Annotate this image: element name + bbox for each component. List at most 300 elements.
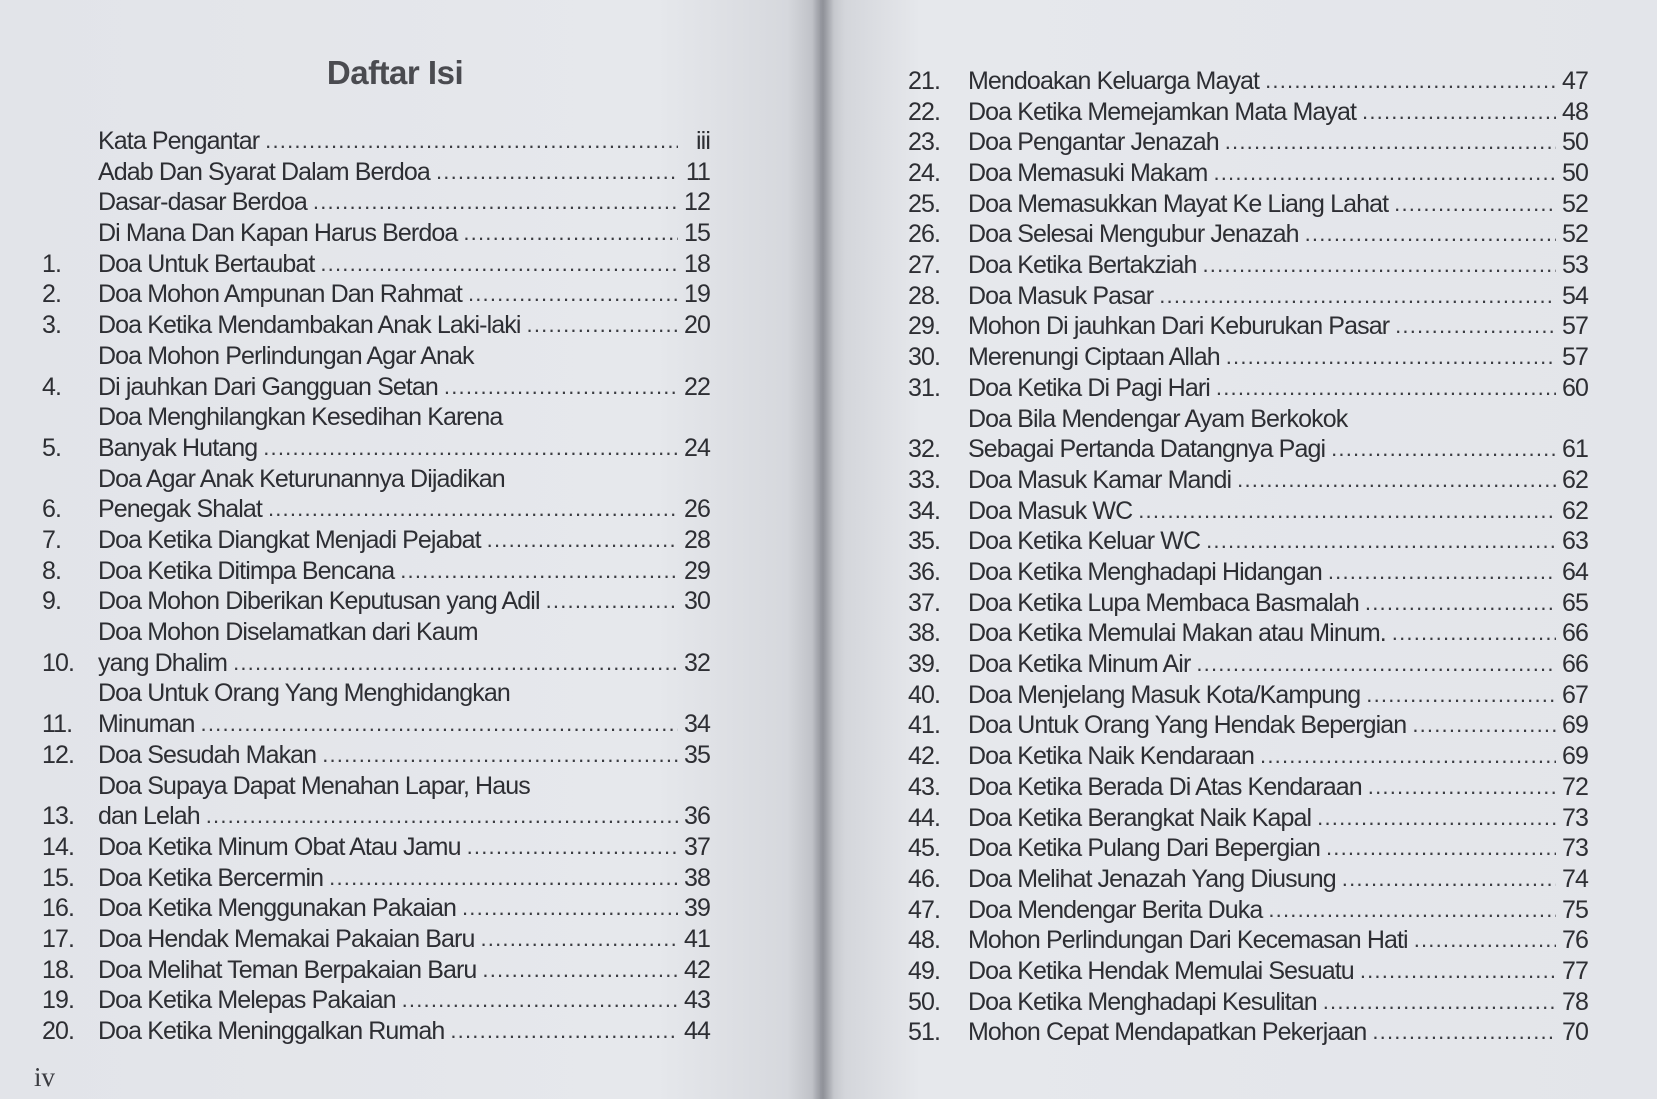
- toc-entry-title: Doa Ketika Mendambakan Anak Laki-laki: [98, 311, 521, 340]
- toc-entry-title: Di Mana Dan Kapan Harus Berdoa: [98, 219, 458, 248]
- toc-entry-page: 72: [1561, 772, 1588, 801]
- toc-entry-page: 39: [683, 894, 710, 923]
- toc-entry: [42, 464, 710, 525]
- toc-entry-number: 16.: [42, 894, 75, 923]
- dot-leader: [1323, 987, 1556, 1018]
- toc-entry-last-line: [98, 955, 710, 986]
- toc-entry-text: [968, 1017, 1588, 1048]
- toc-entry: [42, 341, 710, 402]
- toc-entry-last-line: [98, 586, 710, 617]
- toc-entry-title: Doa Ketika Berada Di Atas Kendaraan: [968, 772, 1362, 801]
- dot-leader: [233, 648, 678, 679]
- toc-entry-title: Banyak Hutang: [98, 433, 258, 462]
- toc-entry-title: Doa Untuk Orang Yang Hendak Bepergian: [968, 711, 1407, 740]
- toc-entry-number: 45.: [908, 834, 941, 863]
- dot-leader: [463, 218, 678, 249]
- toc-entry-title: Adab Dan Syarat Dalam Berdoa: [98, 157, 430, 186]
- dot-leader: [1225, 127, 1556, 158]
- toc-entry-page: 65: [1561, 588, 1588, 617]
- toc-entry-last-line: [968, 864, 1588, 895]
- toc-entry-last-line: [968, 127, 1588, 158]
- toc-entry-page: 64: [1561, 558, 1588, 586]
- toc-entry: [42, 126, 710, 157]
- toc-entry-text: [98, 157, 710, 188]
- toc-entry-title: Doa Selesai Mengubur Jenazah: [968, 220, 1299, 249]
- toc-entry-page: 43: [683, 986, 710, 1015]
- toc-entry-page: 73: [1561, 834, 1588, 863]
- toc-entry-number: 2.: [42, 280, 62, 309]
- toc-entry-page: 15: [683, 219, 710, 248]
- toc-entry: [908, 189, 1588, 220]
- toc-entry: [42, 402, 710, 463]
- toc-entry-title: Doa Ketika Berangkat Naik Kapal: [968, 803, 1312, 832]
- dot-leader: [1138, 496, 1556, 527]
- toc-entry-last-line: [98, 187, 710, 218]
- dot-leader: [1365, 588, 1556, 619]
- toc-entry-text: [98, 218, 710, 249]
- toc-entry-text: [968, 741, 1588, 772]
- dot-leader: [1305, 219, 1556, 250]
- toc-entry-page: 20: [683, 311, 710, 340]
- toc-entry: [42, 218, 710, 249]
- toc-entry-number: 26.: [908, 220, 941, 249]
- toc-entry-page: 12: [683, 188, 710, 217]
- toc-entry: [908, 680, 1588, 711]
- toc-entry-number: 15.: [42, 863, 75, 892]
- toc-entry-title: yang Dhalim: [98, 648, 228, 677]
- toc-entry-title: Doa Ketika Menggunakan Pakaian: [98, 894, 456, 923]
- toc-entry-text: [968, 526, 1588, 557]
- toc-entry-title: Doa Ketika Ditimpa Bencana: [98, 556, 395, 585]
- toc-entry-number: 7.: [42, 525, 62, 554]
- toc-entry-last-line: [968, 803, 1588, 834]
- toc-entry-page: 54: [1561, 281, 1588, 310]
- toc-entry: [42, 279, 710, 310]
- toc-entry-number: 42.: [908, 742, 941, 771]
- toc-entry-last-line: [968, 66, 1588, 97]
- toc-entry-title: Doa Hendak Memakai Pakaian Baru: [98, 924, 475, 953]
- toc-entry: [908, 1017, 1588, 1048]
- toc-entry-title: Sebagai Pertanda Datangnya Pagi: [968, 435, 1326, 464]
- toc-entry: [908, 895, 1588, 926]
- toc-entry-page: 52: [1561, 220, 1588, 249]
- toc-entry-text: [968, 281, 1588, 312]
- toc-entry-last-line: [968, 496, 1588, 527]
- toc-entry-text: [98, 678, 710, 739]
- toc-entry: [908, 97, 1588, 128]
- toc-entry-number: 34.: [908, 496, 941, 525]
- toc-entry-number: 47.: [908, 895, 941, 924]
- toc-entry-text: [968, 404, 1588, 465]
- toc-entry-number: 17.: [42, 924, 75, 953]
- toc-entry-page: 34: [683, 710, 710, 739]
- toc-entry-title-line: Doa Mohon Diselamatkan dari Kaum: [98, 618, 478, 647]
- dot-leader: [436, 157, 678, 188]
- toc-entry-title: Doa Melihat Jenazah Yang Diusung: [968, 864, 1336, 893]
- toc-entry-last-line: [968, 219, 1588, 250]
- toc-list-right: [908, 66, 1588, 1048]
- toc-entry-title: Doa Pengantar Jenazah: [968, 128, 1219, 157]
- dot-leader: [450, 1016, 678, 1047]
- toc-entry-number: 32.: [908, 435, 941, 464]
- toc-entry-last-line: [968, 680, 1588, 711]
- dot-leader: [1372, 1017, 1556, 1048]
- toc-entry-text: [968, 772, 1588, 803]
- toc-entry-title: Doa Ketika Pulang Dari Bepergian: [968, 834, 1320, 863]
- dot-leader: [322, 740, 678, 771]
- toc-entry: [908, 496, 1588, 527]
- toc-entry-title: Doa Memasukkan Mayat Ke Liang Lahat: [968, 189, 1389, 218]
- toc-entry-page: 11: [685, 157, 710, 186]
- toc-entry-number: 18.: [42, 955, 75, 984]
- toc-entry-last-line: [968, 526, 1588, 557]
- toc-entry: [908, 66, 1588, 97]
- toc-entry-last-line: [968, 311, 1588, 342]
- toc-entry-last-line: [968, 1017, 1588, 1048]
- toc-entry-text: [98, 464, 710, 525]
- toc-entry-number: 46.: [908, 864, 941, 893]
- dot-leader: [1206, 526, 1556, 557]
- toc-entry: [908, 833, 1588, 864]
- dot-leader: [468, 279, 678, 310]
- toc-entry-page: 53: [1561, 251, 1588, 280]
- toc-entry-last-line: [968, 772, 1588, 803]
- toc-entry-number: 39.: [908, 650, 941, 679]
- toc-entry-text: [98, 955, 710, 986]
- toc-entry-title: Mohon Cepat Mendapatkan Pekerjaan: [968, 1018, 1367, 1047]
- toc-entry-page: 19: [683, 280, 710, 309]
- toc-entry-title: Doa Untuk Bertaubat: [98, 249, 315, 278]
- toc-entry-number: 48.: [908, 926, 941, 955]
- toc-entry: [908, 803, 1588, 834]
- toc-entry-page: 38: [683, 863, 710, 892]
- toc-entry: [908, 465, 1588, 496]
- toc-entry-text: [98, 617, 710, 678]
- toc-entry-text: [98, 126, 710, 157]
- dot-leader: [1414, 925, 1556, 956]
- dot-leader: [467, 832, 678, 863]
- toc-entry-number: 36.: [908, 558, 941, 586]
- toc-entry-last-line: [968, 649, 1588, 680]
- toc-entry: [42, 310, 710, 341]
- toc-entry-last-line: [968, 710, 1588, 741]
- toc-entry-number: 30.: [908, 343, 941, 372]
- toc-entry-title: Doa Ketika Minum Obat Atau Jamu: [98, 832, 461, 861]
- toc-entry-last-line: [98, 126, 710, 157]
- toc-entry-title: Mendoakan Keluarga Mayat: [968, 66, 1260, 95]
- toc-entry-title: Doa Ketika Bercermin: [98, 863, 324, 892]
- toc-entry-number: 23.: [908, 128, 941, 157]
- toc-entry-page: 66: [1561, 650, 1588, 679]
- dot-leader: [1237, 465, 1556, 496]
- toc-entry-text: [968, 864, 1588, 895]
- toc-entry-text: [968, 158, 1588, 189]
- toc-entry-page: 70: [1561, 1018, 1588, 1047]
- toc-entry-page: 41: [683, 924, 710, 953]
- toc-entry-title: Mohon Perlindungan Dari Kecemasan Hati: [968, 926, 1408, 955]
- toc-entry: [908, 219, 1588, 250]
- toc-entry-last-line: [98, 433, 710, 464]
- toc-entry-page: 74: [1561, 864, 1588, 893]
- toc-entry-page: 32: [683, 648, 710, 677]
- toc-entry-title: Doa Ketika Naik Kendaraan: [968, 742, 1255, 771]
- dot-leader: [1392, 618, 1556, 649]
- toc-entry: [42, 771, 710, 832]
- toc-entry-title: Doa Ketika Menghadapi Hidangan: [968, 558, 1322, 586]
- dot-leader: [1328, 557, 1556, 588]
- toc-entry: [908, 925, 1588, 956]
- page-number-left: iv: [34, 1062, 56, 1092]
- toc-entry: [42, 525, 710, 556]
- toc-entry-page: 18: [683, 249, 710, 278]
- toc-entry-last-line: [968, 833, 1588, 864]
- toc-entry-text: [968, 97, 1588, 128]
- toc-entry-text: [968, 557, 1588, 588]
- toc-entry: [908, 588, 1588, 619]
- toc-entry-text: [98, 1016, 710, 1047]
- page-title: Daftar Isi: [326, 54, 464, 91]
- toc-entry-text: [98, 341, 710, 402]
- toc-entry-title: Doa Ketika Memulai Makan atau Minum.: [968, 619, 1386, 648]
- toc-entry: [42, 1016, 710, 1047]
- toc-entry-title: Doa Ketika Lupa Membaca Basmalah: [968, 588, 1359, 617]
- toc-entry-title: Doa Masuk Pasar: [968, 281, 1154, 310]
- toc-entry: [908, 250, 1588, 281]
- toc-entry-last-line: [968, 557, 1588, 588]
- toc-entry-text: [98, 863, 710, 894]
- toc-entry: [42, 678, 710, 739]
- toc-entry-page: 30: [683, 587, 710, 616]
- dot-leader: [1366, 680, 1556, 711]
- toc-entry-number: 13.: [42, 802, 75, 831]
- toc-entry-last-line: [968, 618, 1588, 649]
- book-gutter: [812, 0, 834, 1099]
- toc-entry-last-line: [98, 801, 710, 832]
- toc-entry-number: 19.: [42, 986, 75, 1015]
- toc-entry: [908, 772, 1588, 803]
- toc-entry-last-line: [968, 987, 1588, 1018]
- toc-entry-page: 36: [683, 802, 710, 831]
- toc-entry-last-line: [98, 863, 710, 894]
- toc-entry-number: 1.: [42, 249, 62, 278]
- toc-entry-text: [98, 402, 710, 463]
- toc-entry-title: Di jauhkan Dari Gangguan Setan: [98, 372, 438, 401]
- toc-entry-number: 31.: [908, 373, 941, 402]
- toc-entry-page: 57: [1561, 312, 1588, 341]
- toc-entry-text: [98, 279, 710, 310]
- toc-entry-page: 62: [1561, 496, 1588, 525]
- dot-leader: [1268, 895, 1556, 926]
- toc-entry-last-line: [968, 281, 1588, 312]
- dot-leader: [263, 433, 678, 464]
- toc-entry-page: 52: [1561, 189, 1588, 218]
- toc-entry-text: [968, 925, 1588, 956]
- dot-leader: [482, 955, 678, 986]
- toc-entry-number: 43.: [908, 772, 941, 801]
- toc-entry-last-line: [98, 893, 710, 924]
- toc-entry-number: 20.: [42, 1017, 75, 1046]
- toc-entry-title: Doa Ketika Menghadapi Kesulitan: [968, 987, 1317, 1016]
- toc-entry-title: Doa Mendengar Berita Duka: [968, 895, 1263, 924]
- toc-entry-title: Mohon Di jauhkan Dari Keburukan Pasar: [968, 312, 1390, 341]
- toc-entry: [908, 127, 1588, 158]
- toc-entry-page: 35: [683, 740, 710, 769]
- toc-entry-page: 63: [1561, 527, 1588, 556]
- toc-entry-title: Doa Mohon Diberikan Keputusan yang Adil: [98, 587, 540, 616]
- toc-entry: [42, 924, 710, 955]
- toc-entry-text: [968, 956, 1588, 987]
- toc-entry-last-line: [98, 279, 710, 310]
- toc-entry: [908, 649, 1588, 680]
- toc-entry: [42, 955, 710, 986]
- toc-entry-last-line: [98, 525, 710, 556]
- toc-entry-title-line: Doa Menghilangkan Kesedihan Karena: [98, 403, 503, 432]
- toc-entry-last-line: [968, 342, 1588, 373]
- toc-entry-text: [968, 311, 1588, 342]
- toc-entry-text: [98, 249, 710, 280]
- toc-entry-title-line: Doa Agar Anak Keturunannya Dijadikan: [98, 464, 505, 493]
- toc-entry-page: 57: [1561, 343, 1588, 372]
- toc-entry: [42, 617, 710, 678]
- dot-leader: [320, 249, 678, 280]
- toc-entry-title-line: Doa Untuk Orang Yang Menghidangkan: [98, 679, 510, 708]
- toc-entry: [42, 893, 710, 924]
- toc-entry: [908, 312, 1588, 343]
- dot-leader: [1202, 250, 1556, 281]
- toc-entry-number: 35.: [908, 527, 941, 556]
- dot-leader: [1342, 864, 1556, 895]
- toc-entry-page: 69: [1561, 742, 1588, 771]
- toc-entry: [908, 281, 1588, 312]
- dot-leader: [1216, 373, 1556, 404]
- toc-entry-text: [98, 310, 710, 341]
- toc-entry-last-line: [968, 741, 1588, 772]
- toc-entry-number: 10.: [42, 648, 75, 677]
- toc-entry: [42, 586, 710, 617]
- toc-entry-last-line: [98, 310, 710, 341]
- toc-entry-title: Doa Ketika Bertakziah: [968, 251, 1197, 280]
- toc-entry-last-line: [98, 1016, 710, 1047]
- toc-entry-last-line: [98, 249, 710, 280]
- toc-entry-title-line: Doa Supaya Dapat Menahan Lapar, Haus: [98, 771, 530, 800]
- toc-entry-number: 14.: [42, 832, 75, 861]
- dot-leader: [206, 801, 678, 832]
- toc-entry: [908, 342, 1588, 373]
- toc-entry-page: 60: [1561, 373, 1588, 402]
- dot-leader: [480, 924, 678, 955]
- toc-entry-text: [968, 373, 1588, 404]
- dot-leader: [1213, 158, 1556, 189]
- dot-leader: [313, 187, 678, 218]
- toc-entry-last-line: [968, 434, 1588, 465]
- toc-entry-page: 62: [1561, 465, 1588, 494]
- toc-entry-last-line: [968, 956, 1588, 987]
- toc-entry-number: 4.: [42, 372, 62, 401]
- toc-entry: [42, 832, 710, 863]
- dot-leader: [1265, 66, 1556, 97]
- dot-leader: [402, 985, 678, 1016]
- toc-entry-page: 28: [683, 525, 710, 554]
- toc-entry-number: 41.: [908, 711, 941, 740]
- toc-entry-page: 77: [1561, 956, 1588, 985]
- toc-entry-title: Doa Mohon Ampunan Dan Rahmat: [98, 280, 462, 309]
- toc-entry-title: Doa Sesudah Makan: [98, 740, 317, 769]
- toc-entry-text: [968, 618, 1588, 649]
- toc-list-left: [42, 126, 710, 1047]
- toc-entry-last-line: [968, 158, 1588, 189]
- toc-entry-text: [98, 556, 710, 587]
- toc-entry: [42, 249, 710, 280]
- toc-entry-page: 47: [1561, 66, 1588, 95]
- dot-leader: [1196, 649, 1556, 680]
- dot-leader: [1412, 710, 1556, 741]
- toc-entry-text: [98, 924, 710, 955]
- toc-entry-last-line: [968, 465, 1588, 496]
- toc-entry-number: 24.: [908, 159, 941, 188]
- dot-leader: [444, 372, 678, 403]
- toc-entry-text: [98, 740, 710, 771]
- dot-leader: [268, 494, 678, 525]
- dot-leader: [265, 126, 678, 157]
- toc-entry-title: Doa Melihat Teman Berpakaian Baru: [98, 955, 477, 984]
- toc-entry-number: 12.: [42, 740, 75, 769]
- toc-entry-page: 66: [1561, 619, 1588, 648]
- dot-leader: [1362, 97, 1556, 128]
- toc-entry-number: 25.: [908, 189, 941, 218]
- toc-entry-text: [968, 895, 1588, 926]
- toc-entry-last-line: [98, 218, 710, 249]
- toc-entry-last-line: [98, 494, 710, 525]
- dot-leader: [1331, 434, 1556, 465]
- toc-entry-page: 29: [683, 556, 710, 585]
- toc-entry-text: [968, 803, 1588, 834]
- dot-leader: [1368, 772, 1556, 803]
- toc-entry-title: Doa Ketika Diangkat Menjadi Pejabat: [98, 525, 481, 554]
- dot-leader: [487, 525, 678, 556]
- toc-entry-page: 76: [1561, 926, 1588, 955]
- toc-entry-title-line: Doa Bila Mendengar Ayam Berkokok: [968, 404, 1348, 433]
- toc-entry-page: 24: [683, 433, 710, 462]
- toc-entry-number: 22.: [908, 97, 941, 126]
- toc-entry-page: 78: [1561, 987, 1588, 1016]
- dot-leader: [462, 893, 678, 924]
- toc-entry: [908, 864, 1588, 895]
- toc-entry: [908, 158, 1588, 189]
- toc-entry-title: Dasar-dasar Berdoa: [98, 188, 307, 217]
- toc-entry-text: [98, 832, 710, 863]
- toc-entry-title: Doa Ketika Keluar WC: [968, 527, 1201, 556]
- dot-leader: [1260, 741, 1556, 772]
- toc-entry: [908, 526, 1588, 557]
- toc-entry: [42, 556, 710, 587]
- toc-entry-page: 44: [683, 1017, 710, 1046]
- dot-leader: [527, 310, 678, 341]
- toc-entry-last-line: [98, 157, 710, 188]
- toc-entry-last-line: [98, 832, 710, 863]
- toc-entry-title: Penegak Shalat: [98, 495, 262, 524]
- toc-entry-text: [98, 985, 710, 1016]
- left-page: [0, 0, 820, 1099]
- toc-entry: [908, 710, 1588, 741]
- toc-entry-text: [98, 187, 710, 218]
- toc-entry-number: 5.: [42, 433, 62, 462]
- toc-entry-page: 37: [683, 832, 710, 861]
- toc-entry-title: Doa Masuk WC: [968, 496, 1133, 525]
- toc-entry-title: Kata Pengantar: [98, 126, 260, 155]
- toc-entry: [42, 157, 710, 188]
- toc-entry-last-line: [98, 709, 710, 740]
- dot-leader: [1360, 956, 1556, 987]
